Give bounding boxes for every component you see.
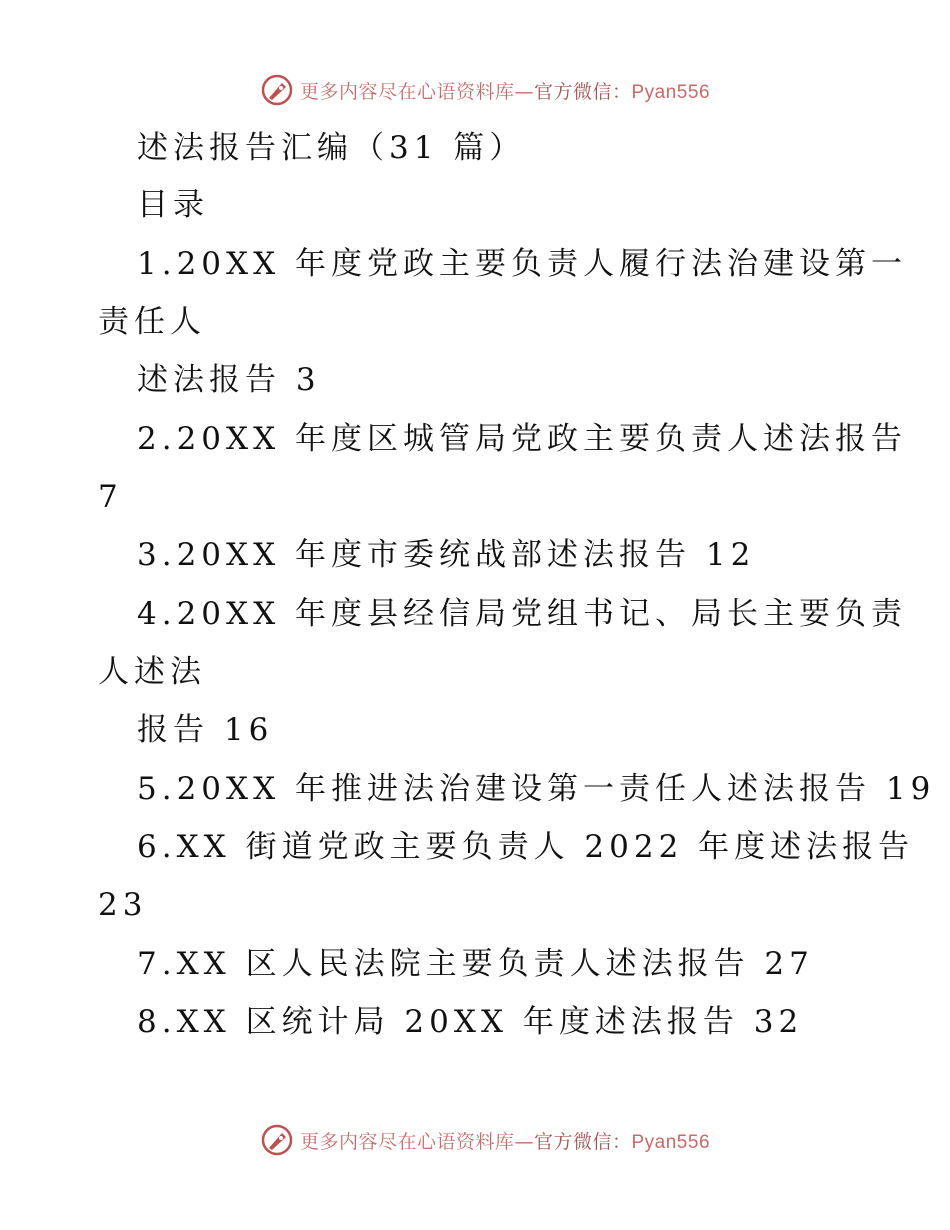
watermark-dash: —: [514, 80, 534, 103]
footer-watermark-text: [300, 1127, 710, 1154]
toc-line: 4.20XX 年度县经信局党组书记、局长主要负责: [137, 596, 908, 632]
toc-line: 责任人: [98, 304, 206, 340]
document-title: 述法报告汇编（31 篇）: [137, 130, 526, 166]
toc-line: 7: [98, 479, 123, 515]
watermark-wechat-id: Pyan556: [631, 1131, 711, 1153]
toc-line: 1.20XX 年度党政主要负责人履行法治建设第一: [137, 246, 908, 282]
toc-line: 人述法: [98, 654, 206, 690]
watermark-site-name: 更多内容尽在心语资料库: [299, 80, 515, 103]
toc-line: 5.20XX 年推进法治建设第一责任人述法报告 19: [137, 771, 936, 807]
toc-line: 述法报告 3: [137, 362, 321, 398]
toc-line: 6.XX 街道党政主要负责人 2022 年度述法报告: [137, 829, 915, 865]
watermark-site-name: 更多内容尽在心语资料库: [299, 1130, 515, 1153]
toc-line: 7.XX 区人民法院主要负责人述法报告 27: [137, 946, 814, 982]
toc-line: 2.20XX 年度区城管局党政主要负责人述法报告: [137, 421, 908, 457]
watermark-wechat-label: 官方微信：: [533, 1130, 632, 1153]
watermark-wechat-label: 官方微信：: [533, 80, 632, 103]
header-watermark-banner: [0, 70, 950, 110]
footer-watermark: [260, 1123, 710, 1157]
toc-line: 3.20XX 年度市委统战部述法报告 12: [137, 537, 756, 573]
toc-line: 23: [98, 887, 148, 923]
pen-nib-logo-icon: [260, 1123, 294, 1157]
header-watermark-text: [300, 77, 710, 104]
toc-line: 8.XX 区统计局 20XX 年度述法报告 32: [137, 1004, 804, 1040]
pen-nib-logo-icon: [260, 73, 294, 107]
footer-watermark-banner: [0, 1120, 950, 1160]
watermark-dash: —: [514, 1130, 534, 1153]
toc-line: 报告 16: [137, 712, 274, 748]
header-watermark: [260, 73, 710, 107]
watermark-wechat-id: Pyan556: [631, 81, 711, 103]
toc-heading: 目录: [137, 187, 209, 223]
